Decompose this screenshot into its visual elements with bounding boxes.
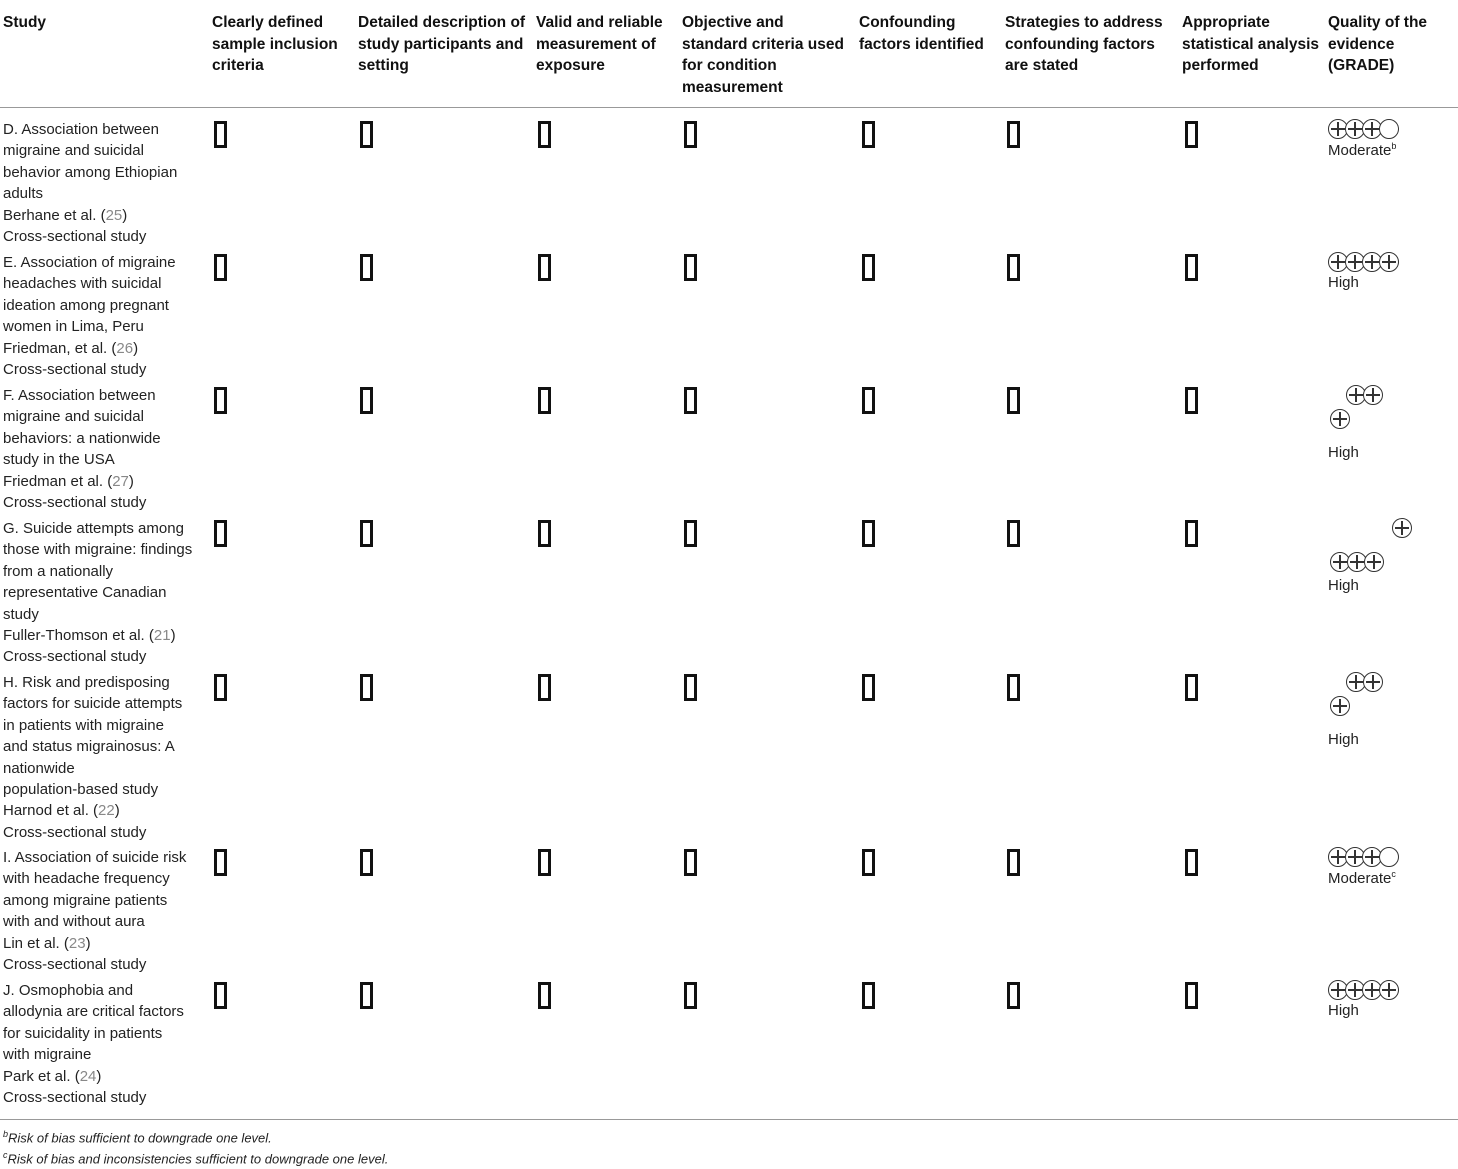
- study-authors: [3, 625, 199, 646]
- study-authors: [3, 800, 199, 821]
- grade-label: [1328, 444, 1359, 461]
- criteria-checkbox-icon: [1185, 674, 1198, 701]
- authors-close-paren: ): [114, 802, 120, 820]
- study-title-line: adults: [3, 185, 44, 203]
- criteria-checkbox-icon: [360, 254, 373, 281]
- criteria-checkbox-icon: [538, 254, 551, 281]
- study-design: Cross-sectional study: [3, 823, 147, 841]
- grade-symbols: [1330, 696, 1347, 716]
- criteria-checkbox-icon: [862, 387, 875, 414]
- study-title-line: allodynia are critical factors: [3, 1003, 184, 1021]
- criteria-checkbox-icon: [862, 674, 875, 701]
- authors-text: Lin et al. (: [3, 934, 69, 952]
- header-inclusion-criteria: Clearly defined sample inclusion criteria: [212, 14, 338, 74]
- criteria-checkbox-icon: [360, 674, 373, 701]
- table-bottom-divider: [0, 1119, 1458, 1120]
- study-title-line: those with migraine: findings: [3, 541, 193, 559]
- criteria-checkbox-icon: [360, 520, 373, 547]
- reference-link[interactable]: 22: [98, 802, 115, 820]
- header-confounding-identified: Confounding factors identified: [859, 14, 984, 53]
- criteria-checkbox-icon: [684, 982, 697, 1009]
- criteria-checkbox-icon: [684, 674, 697, 701]
- study-design: Cross-sectional study: [3, 1089, 147, 1107]
- grade-cell: [1328, 119, 1458, 249]
- study-design: Cross-sectional study: [3, 956, 147, 974]
- criteria-checkbox-icon: [538, 849, 551, 876]
- grade-cell: [1328, 980, 1458, 1110]
- grade-symbols: [1330, 552, 1381, 572]
- criteria-checkbox-icon: [862, 982, 875, 1009]
- grade-empty-circle-icon: [1379, 119, 1399, 139]
- study-title-line: behavior among Ethiopian: [3, 163, 178, 181]
- footnote: [3, 1150, 388, 1166]
- study-title-line: E. Association of migraine: [3, 254, 176, 271]
- criteria-checkbox-icon: [1185, 982, 1198, 1009]
- authors-close-paren: ): [170, 627, 176, 645]
- study-title-line: study: [3, 605, 39, 623]
- footnote-text: Risk of bias sufficient to downgrade one level.: [8, 1130, 272, 1146]
- criteria-checkbox-icon: [1185, 387, 1198, 414]
- header-study: Study: [3, 14, 47, 31]
- criteria-checkbox-icon: [360, 849, 373, 876]
- study-title-line: factors for suicide attempts: [3, 695, 183, 713]
- study-design: Cross-sectional study: [3, 228, 147, 246]
- criteria-checkbox-icon: [684, 254, 697, 281]
- study-title-line: and status migrainosus: A: [3, 738, 175, 756]
- authors-text: Park et al. (: [3, 1067, 80, 1085]
- grade-symbols: [1330, 409, 1347, 429]
- grade-plus-circle-icon: [1330, 696, 1350, 716]
- study-title-line: in patients with migraine: [3, 716, 164, 734]
- criteria-checkbox-icon: [1185, 121, 1198, 148]
- header-divider: [0, 107, 1458, 108]
- study-title-line: with headache frequency: [3, 870, 170, 888]
- reference-link[interactable]: 25: [105, 206, 123, 224]
- study-cell: [3, 980, 199, 1108]
- grade-label: [1328, 274, 1359, 291]
- criteria-checkbox-icon: [684, 121, 697, 148]
- study-title-line: I. Association of suicide risk: [3, 849, 187, 866]
- grade-symbols: [1328, 980, 1396, 1000]
- grade-footnote-mark: b: [1391, 141, 1397, 151]
- study-title-line: G. Suicide attempts among: [3, 520, 184, 537]
- header-statistical-analysis: Appropriate statistical analysis performed: [1182, 14, 1319, 74]
- study-design: Cross-sectional study: [3, 494, 147, 512]
- criteria-checkbox-icon: [1007, 387, 1020, 414]
- study-title-line: study in the USA: [3, 451, 115, 469]
- criteria-checkbox-icon: [862, 121, 875, 148]
- study-title-line: headaches with suicidal: [3, 275, 162, 293]
- criteria-checkbox-icon: [1007, 674, 1020, 701]
- criteria-checkbox-icon: [214, 982, 227, 1009]
- study-cell: [3, 119, 199, 247]
- grade-footnote-mark: c: [1391, 869, 1396, 879]
- grade-label: [1328, 577, 1359, 594]
- criteria-checkbox-icon: [862, 849, 875, 876]
- criteria-checkbox-icon: [360, 387, 373, 414]
- grade-empty-circle-icon: [1379, 847, 1399, 867]
- grade-label-text: Moderate: [1328, 870, 1392, 887]
- grade-plus-circle-icon: [1379, 980, 1399, 1000]
- reference-link[interactable]: 27: [112, 472, 129, 490]
- grade-cell: [1328, 385, 1458, 515]
- grade-cell: [1328, 518, 1458, 648]
- authors-close-paren: ): [96, 1067, 102, 1085]
- criteria-checkbox-icon: [538, 387, 551, 414]
- grade-label: [1328, 869, 1396, 887]
- criteria-checkbox-icon: [538, 520, 551, 547]
- study-cell: [3, 252, 199, 380]
- grade-label: [1328, 141, 1396, 159]
- header-condition-criteria: Objective and standard criteria used for condition measurement: [682, 14, 844, 96]
- grade-cell: [1328, 672, 1458, 802]
- study-authors: [3, 471, 199, 492]
- criteria-checkbox-icon: [214, 674, 227, 701]
- criteria-checkbox-icon: [684, 849, 697, 876]
- criteria-checkbox-icon: [538, 121, 551, 148]
- authors-close-paren: ): [133, 339, 139, 357]
- study-authors: [3, 205, 199, 226]
- study-title-line: nationwide: [3, 759, 75, 777]
- grade-plus-circle-icon: [1330, 409, 1350, 429]
- study-title-line: F. Association between: [3, 387, 156, 404]
- grade-symbols: [1328, 252, 1396, 272]
- authors-text: Friedman, et al. (: [3, 339, 117, 357]
- study-design: Cross-sectional study: [3, 648, 147, 666]
- reference-link[interactable]: 23: [68, 934, 86, 952]
- grade-plus-circle-icon: [1363, 385, 1383, 405]
- grade-symbols: [1392, 518, 1409, 538]
- criteria-checkbox-icon: [1185, 520, 1198, 547]
- grade-plus-circle-icon: [1364, 552, 1384, 572]
- study-title-line: H. Risk and predisposing: [3, 674, 170, 691]
- footnote-text: Risk of bias and inconsistencies sufficient to downgrade one level.: [7, 1151, 389, 1167]
- grade-cell: [1328, 847, 1458, 977]
- grade-label-text: High: [1328, 731, 1359, 748]
- study-title-line: migraine and suicidal: [3, 142, 144, 160]
- criteria-checkbox-icon: [1007, 121, 1020, 148]
- header-participants-setting: Detailed description of study participants and setting: [358, 14, 526, 74]
- grade-label-text: High: [1328, 444, 1359, 461]
- criteria-checkbox-icon: [538, 982, 551, 1009]
- header-grade-quality: Quality of the evidence (GRADE): [1328, 14, 1428, 74]
- grade-symbols: [1328, 847, 1396, 867]
- study-title-line: among migraine patients: [3, 891, 168, 909]
- footnote-mark: b: [3, 1129, 9, 1139]
- criteria-checkbox-icon: [360, 121, 373, 148]
- header-confounding-strategies: Strategies to address confounding factors are stated: [1005, 14, 1163, 74]
- grade-symbols: [1346, 385, 1380, 405]
- reference-link[interactable]: 26: [116, 339, 134, 357]
- study-cell: [3, 385, 199, 513]
- criteria-checkbox-icon: [684, 387, 697, 414]
- criteria-checkbox-icon: [214, 520, 227, 547]
- authors-close-paren: ): [85, 934, 91, 952]
- study-title-line: population-based study: [3, 781, 159, 799]
- criteria-checkbox-icon: [360, 982, 373, 1009]
- criteria-checkbox-icon: [1185, 254, 1198, 281]
- criteria-checkbox-icon: [1185, 849, 1198, 876]
- study-title-line: J. Osmophobia and: [3, 982, 134, 999]
- study-title-line: representative Canadian: [3, 584, 167, 602]
- study-design: Cross-sectional study: [3, 361, 147, 379]
- grade-symbols: [1346, 672, 1380, 692]
- footnote-mark: c: [3, 1150, 8, 1160]
- grade-symbols: [1328, 119, 1396, 139]
- criteria-checkbox-icon: [1007, 849, 1020, 876]
- study-cell: [3, 847, 199, 975]
- study-title-line: women in Lima, Peru: [3, 318, 144, 336]
- study-title-line: D. Association between: [3, 121, 159, 138]
- grade-plus-circle-icon: [1392, 518, 1412, 538]
- grade-label-text: High: [1328, 1002, 1359, 1019]
- authors-close-paren: ): [122, 206, 128, 224]
- study-authors: [3, 933, 199, 954]
- study-title-line: behaviors: a nationwide: [3, 429, 161, 447]
- study-title-line: migraine and suicidal: [3, 408, 144, 426]
- criteria-checkbox-icon: [1007, 520, 1020, 547]
- criteria-checkbox-icon: [214, 849, 227, 876]
- grade-label-text: Moderate: [1328, 142, 1392, 159]
- authors-text: Fuller-Thomson et al. (: [3, 627, 154, 645]
- study-authors: [3, 1066, 199, 1087]
- criteria-checkbox-icon: [538, 674, 551, 701]
- grade-label: [1328, 1002, 1359, 1019]
- criteria-checkbox-icon: [1007, 254, 1020, 281]
- grade-label-text: High: [1328, 577, 1359, 594]
- grade-plus-circle-icon: [1379, 252, 1399, 272]
- criteria-checkbox-icon: [214, 121, 227, 148]
- authors-close-paren: ): [128, 472, 134, 490]
- authors-text: Friedman et al. (: [3, 472, 113, 490]
- reference-link[interactable]: 24: [79, 1067, 97, 1085]
- authors-text: Berhane et al. (: [3, 206, 106, 224]
- grade-label-text: High: [1328, 274, 1359, 291]
- study-title-line: with and without aura: [3, 913, 145, 931]
- study-authors: [3, 338, 199, 359]
- criteria-checkbox-icon: [214, 254, 227, 281]
- criteria-checkbox-icon: [1007, 982, 1020, 1009]
- footnote: [3, 1129, 272, 1145]
- study-title-line: ideation among pregnant: [3, 296, 169, 314]
- criteria-checkbox-icon: [684, 520, 697, 547]
- study-title-line: from a nationally: [3, 562, 114, 580]
- authors-text: Harnod et al. (: [3, 802, 99, 820]
- study-cell: [3, 518, 199, 668]
- grade-cell: [1328, 252, 1458, 382]
- study-cell: [3, 672, 199, 843]
- grade-label: [1328, 731, 1359, 748]
- study-title-line: for suicidality in patients: [3, 1024, 163, 1042]
- study-title-line: with migraine: [3, 1046, 92, 1064]
- reference-link[interactable]: 21: [153, 627, 171, 645]
- header-exposure-measurement: Valid and reliable measurement of exposure: [536, 14, 663, 74]
- criteria-checkbox-icon: [214, 387, 227, 414]
- criteria-checkbox-icon: [862, 520, 875, 547]
- criteria-checkbox-icon: [862, 254, 875, 281]
- grade-plus-circle-icon: [1363, 672, 1383, 692]
